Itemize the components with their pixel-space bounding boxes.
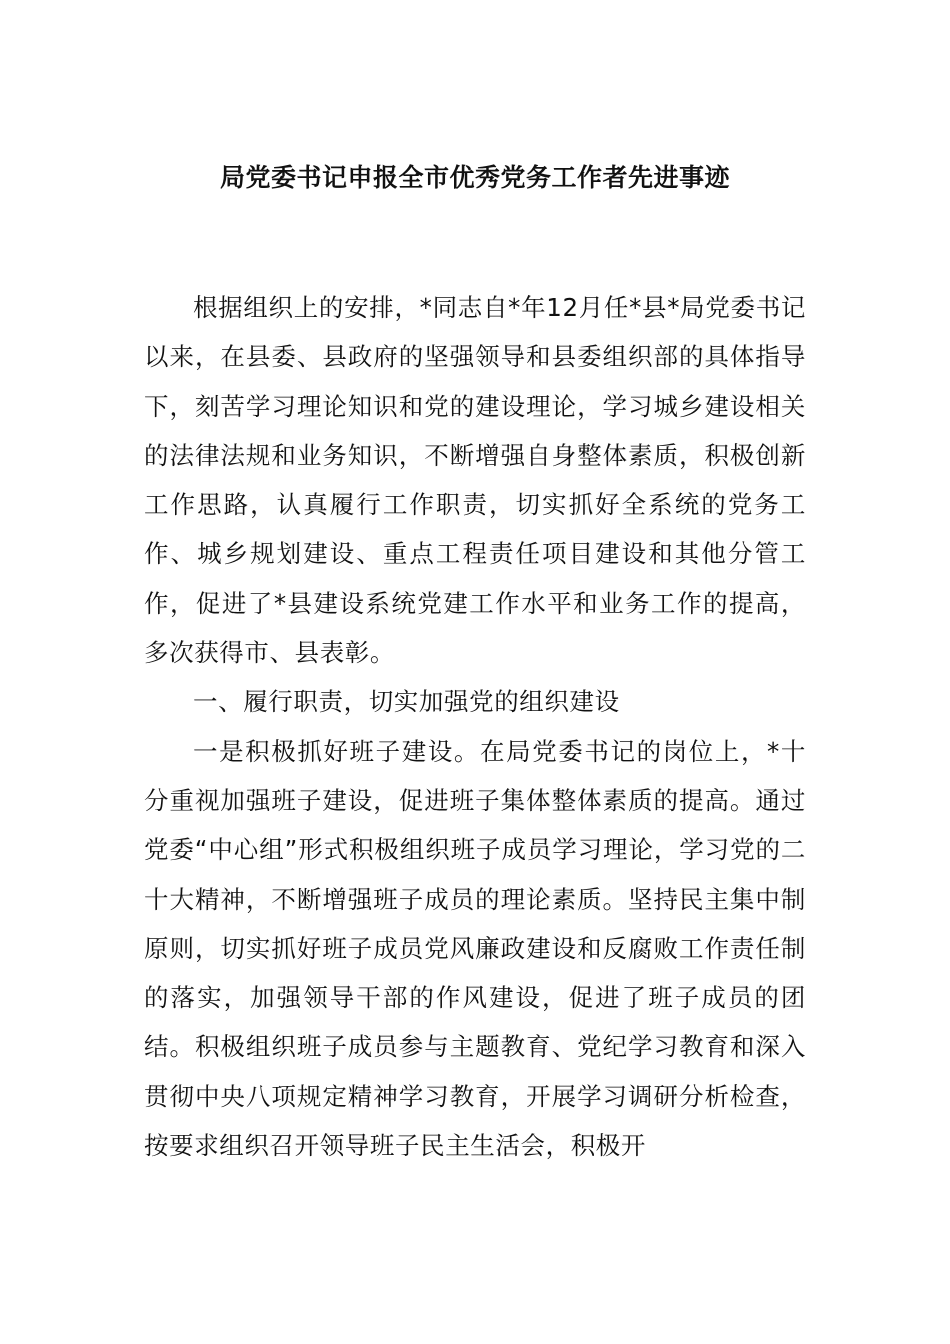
intro-paragraph: 根据组织上的安排，*同志自*年12月任*县*局党委书记以来，在县委、县政府的坚强领导和县委组织部的具体指导下，刻苦学习理论知识和党的建设理论，学习城乡建设相关的法律法规和业务知识，不断增强自身整体素质，积极创新工作思路，认真履行工作职责，切实抓好全系统的党务工作、城乡规划建设、重点工程责任项目建设和其他分管工作，促进了*县建设系统党建工作水平和业务工作的提高，多次获得市、县表彰。 xyxy=(144,293,806,668)
body-paragraph: 一是积极抓好班子建设。在局党委书记的岗位上，*十分重视加强班子建设，促进班子集体整体素质的提高。通过党委“中心组”形式积极组织班子成员学习理论，学习党的二十大精神，不断增强班子成员的理论素质。坚持民主集中制原则，切实抓好班子成员党风廉政建设和反腐败工作责任制的落实，加强领导干部的作风建设，促进了班子成员的团结。积极组织班子成员参与主题教育、党纪学习教育和深入贯彻中央八项规定精神学习教育，开展学习调研分析检查，按要求组织召开领导班子民主生活会，积极开 xyxy=(144,736,806,1161)
document-title: 局党委书记申报全市优秀党务工作者先进事迹 xyxy=(219,163,730,192)
document-body xyxy=(144,283,806,1170)
section-heading: 一、履行职责，切实加强党的组织建设 xyxy=(193,687,620,717)
